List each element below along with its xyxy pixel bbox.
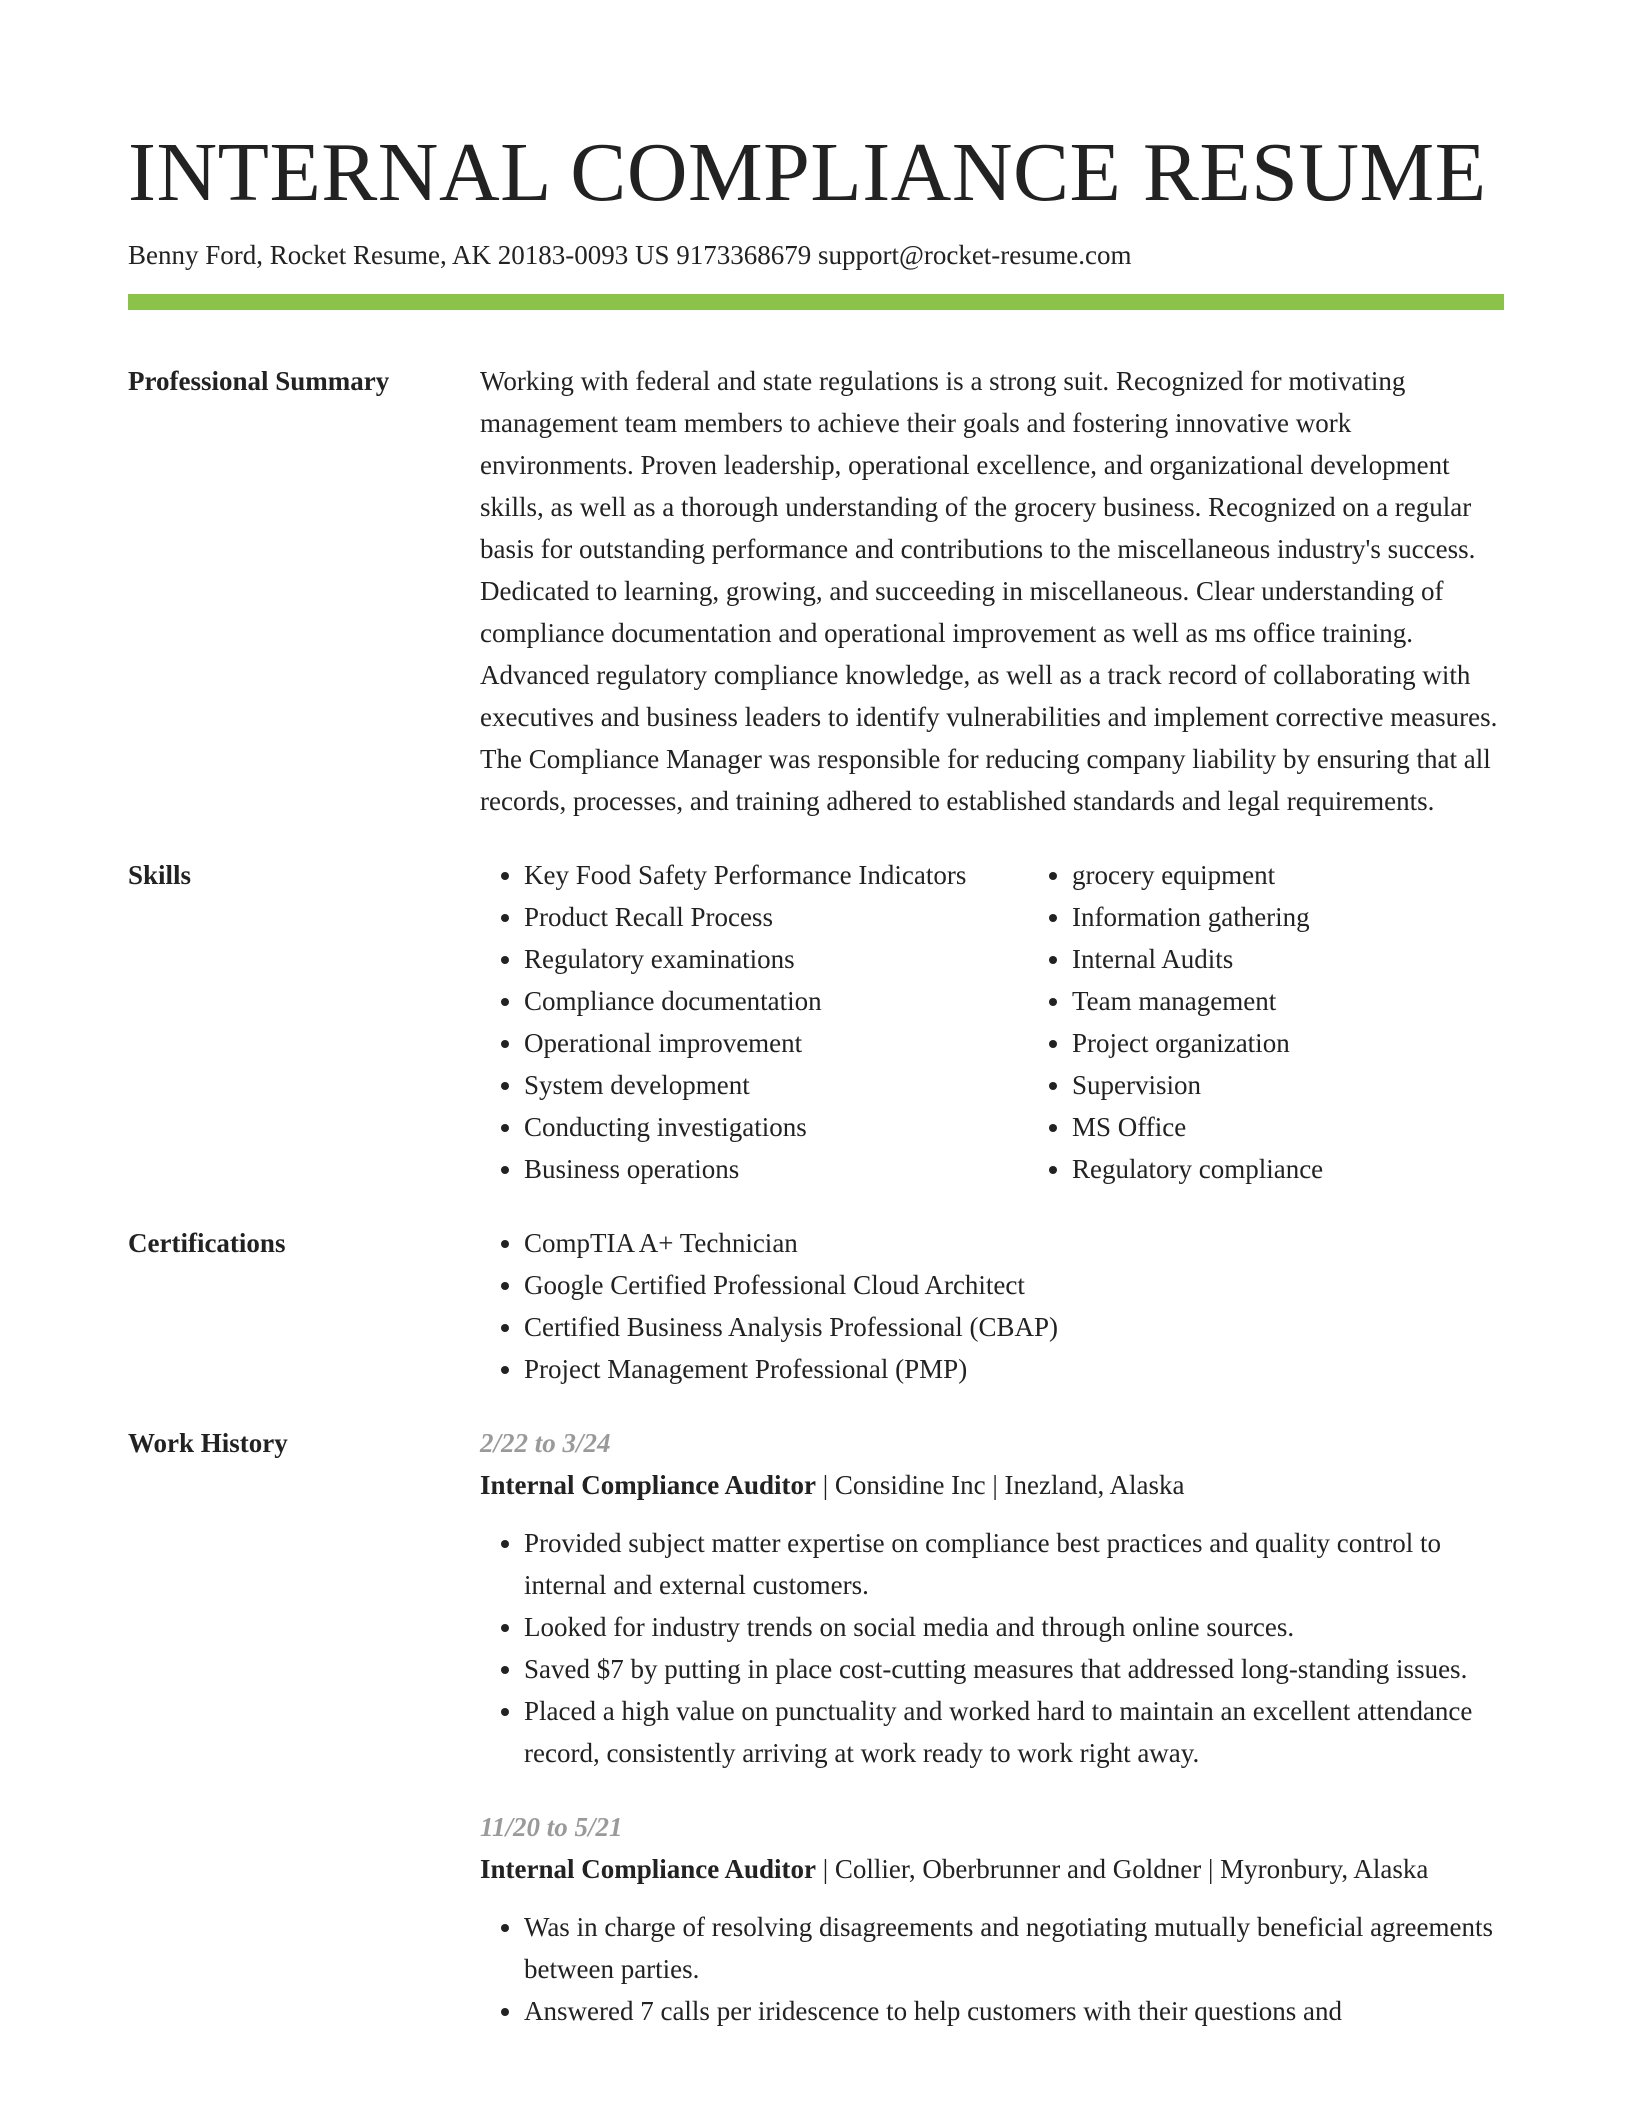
list-item: • Compliance documentation (524, 980, 1028, 1022)
list-item: • Team management (1072, 980, 1576, 1022)
list-item: • Conducting investigations (524, 1106, 1028, 1148)
list-item: • Product Recall Process (524, 896, 1028, 938)
list-item: • MS Office (1072, 1106, 1576, 1148)
job-heading (480, 1848, 1504, 1890)
list-item: • Internal Audits (1072, 938, 1576, 980)
work-history-section (128, 1422, 1504, 2032)
list-item: • Placed a high value on punctuality and worked hard to maintain an excellent attendance record, consistently arriving at work ready to work right away. (524, 1690, 1504, 1774)
skills-list-right (1028, 854, 1576, 1190)
job-entry (480, 1806, 1504, 2032)
skills-heading: Skills (128, 860, 192, 890)
list-item: • Operational improvement (524, 1022, 1028, 1064)
job-bullets (480, 1906, 1504, 2032)
summary-section (128, 360, 1504, 822)
list-item: • Saved $7 by putting in place cost-cutting measures that addressed long-standing issues. (524, 1648, 1504, 1690)
list-item: • Looked for industry trends on social media and through online sources. (524, 1606, 1504, 1648)
contact-line: Benny Ford, Rocket Resume, AK 20183-0093 US 9173368679 support@rocket-resume.com (128, 240, 1132, 270)
job-date: 11/20 to 5/21 (480, 1812, 623, 1842)
list-item: • Regulatory compliance (1072, 1148, 1576, 1190)
list-item: • Provided subject matter expertise on compliance best practices and quality control to internal and external customers. (524, 1522, 1504, 1606)
job-heading (480, 1464, 1504, 1506)
job-details: | Considine Inc | Inezland, Alaska (816, 1470, 1185, 1500)
certifications-list (480, 1222, 1504, 1390)
summary-heading: Professional Summary (128, 366, 390, 396)
resume-title: INTERNAL COMPLIANCE RESUME (128, 126, 1487, 219)
list-item: • Certified Business Analysis Professional (CBAP) (524, 1306, 1504, 1348)
job-entry (480, 1422, 1504, 1774)
job-bullets (480, 1522, 1504, 1774)
list-item: • Supervision (1072, 1064, 1576, 1106)
resume-page (128, 0, 1504, 2032)
list-item: • grocery equipment (1072, 854, 1576, 896)
header-divider (128, 294, 1504, 310)
list-item: • Google Certified Professional Cloud Architect (524, 1264, 1504, 1306)
job-title: Internal Compliance Auditor (480, 1470, 817, 1500)
list-item: • CompTIA A+ Technician (524, 1222, 1504, 1264)
certifications-heading: Certifications (128, 1228, 286, 1258)
skills-section (128, 854, 1504, 1190)
list-item: • Project organization (1072, 1022, 1576, 1064)
job-date: 2/22 to 3/24 (480, 1428, 611, 1458)
list-item: • Business operations (524, 1148, 1028, 1190)
list-item: • Project Management Professional (PMP) (524, 1348, 1504, 1390)
list-item: • System development (524, 1064, 1028, 1106)
list-item: • Regulatory examinations (524, 938, 1028, 980)
job-details: | Collier, Oberbrunner and Goldner | Myronbury, Alaska (816, 1854, 1429, 1884)
list-item: • Answered 7 calls per iridescence to help customers with their questions and (524, 1990, 1504, 2032)
skills-list-left (480, 854, 1028, 1190)
list-item: • Information gathering (1072, 896, 1576, 938)
work-history-heading: Work History (128, 1428, 288, 1458)
certifications-section (128, 1222, 1504, 1390)
list-item: • Was in charge of resolving disagreements and negotiating mutually beneficial agreements between parties. (524, 1906, 1504, 1990)
list-item: • Key Food Safety Performance Indicators (524, 854, 1028, 896)
job-title: Internal Compliance Auditor (480, 1854, 817, 1884)
summary-text: Working with federal and state regulations is a strong suit. Recognized for motivating management team members to achieve their goals and fostering innovative work environments. Proven leadership, operational excellence, and organizational development skills, as well as a thorough understanding of the grocery business. Recognized on a regular basis for outstanding performance and contributions to the miscellaneous industry's success. Dedicated to learning, growing, and succeeding in miscellaneous. Clear understanding of compliance documentation and operational improvement as well as ms office training. Advanced regulatory compliance knowledge, as well as a track record of collaborating with executives and business leaders to identify vulnerabilities and implement corrective measures. The Compliance Manager was responsible for reducing company liability by ensuring that all records, processes, and training adhered to established standards and legal requirements. (480, 366, 1498, 816)
